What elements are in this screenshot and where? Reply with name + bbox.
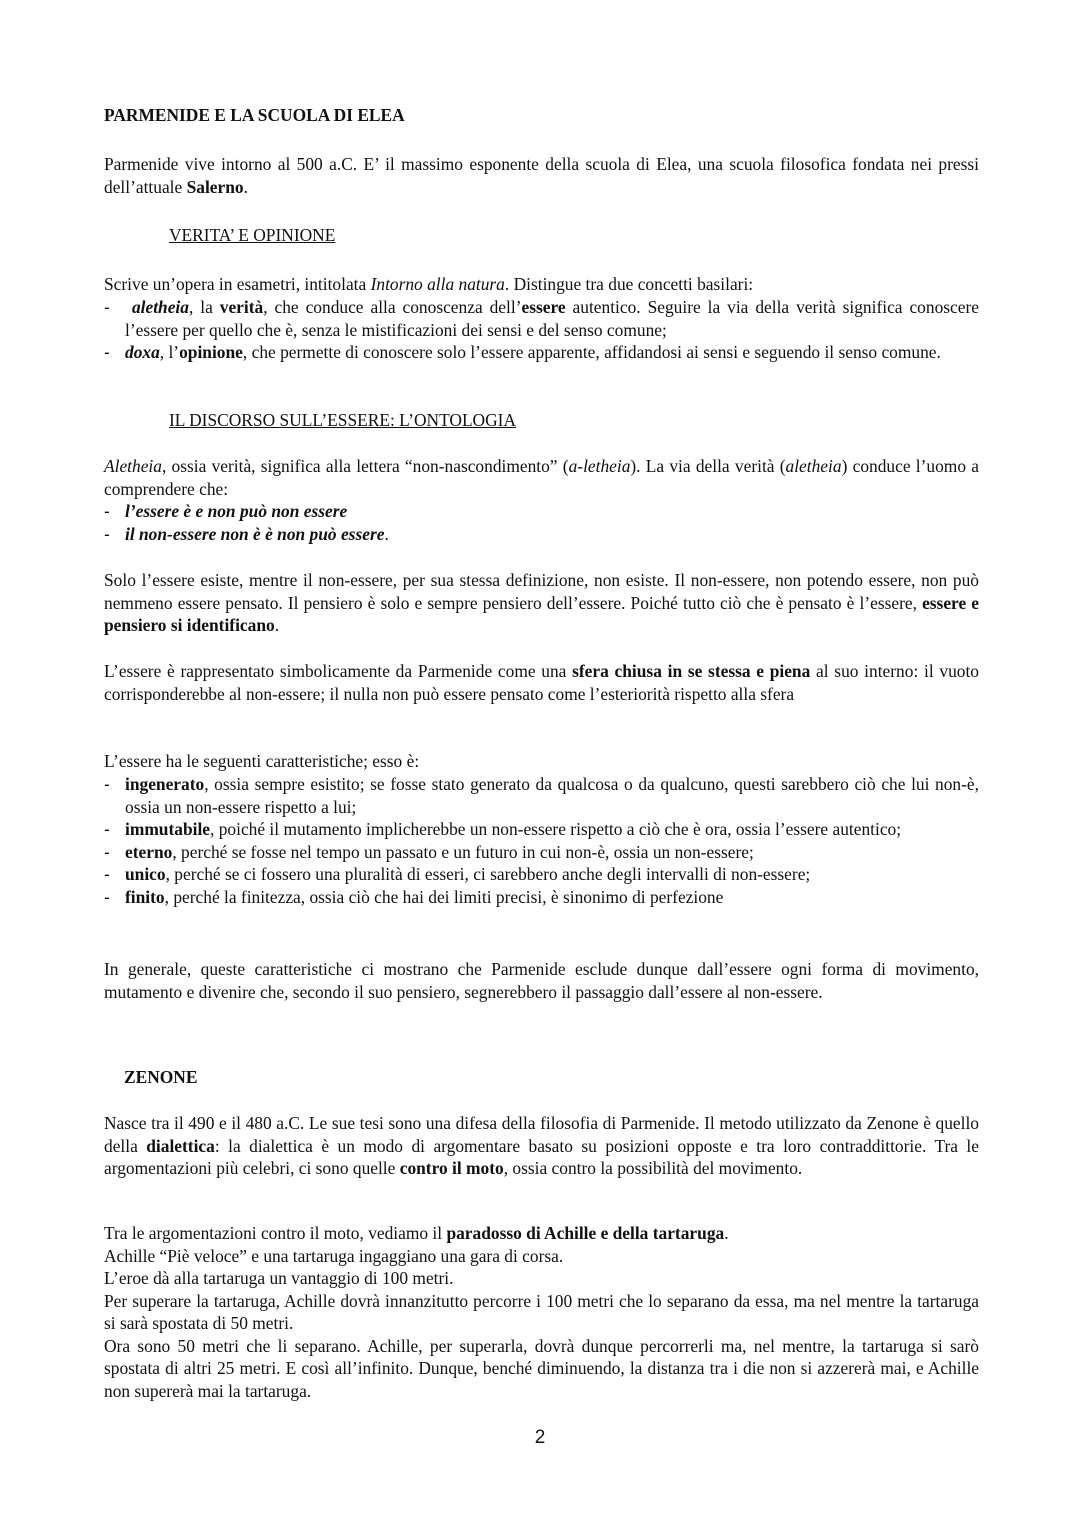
- achille-line-3: Per superare la tartaruga, Achille dovrà innanzitutto percorre i 100 metri che lo separano da essa, ma nel mentre la tartaruga si sarà spostata di 50 metri.: [104, 1290, 979, 1333]
- generale-paragraph: In generale, queste caratteristiche ci mostrano che Parmenide esclude dunque dall’essere ogni forma di movimento, mutamento e divenire che, secondo il suo pensiero, segnerebbero il passaggio dall’essere al non-essere.: [104, 959, 979, 1002]
- list-item-principle-2: - il non-essere non è è non può essere.: [104, 523, 979, 546]
- parmenide-intro: Parmenide vive intorno al 500 a.C. E’ il massimo esponente della scuola di Elea, una scuola filosofica fondata nei pressi dell’attuale Salerno.: [104, 154, 979, 197]
- solo-paragraph: Solo l’essere esiste, mentre il non-essere, per sua stessa definizione, non esiste. Il non-essere, non potendo essere, non può nemmeno essere pensato. Il pensiero è solo e sempre pensiero dell’essere. Poiché tutto ciò che è pensato è l’essere, essere e pensiero si identificano.: [104, 570, 979, 635]
- list-item-eterno: - eterno, perché se fosse nel tempo un passato e un futuro in cui non-è, ossia un non-essere;: [104, 841, 979, 864]
- achille-paragraph: [104, 1222, 979, 1402]
- paradosso-line: Tra le argomentazioni contro il moto, vediamo il paradosso di Achille e della tartaruga.: [104, 1223, 729, 1243]
- list-item-finito: - finito, perché la finitezza, ossia ciò che hai dei limiti precisi, è sinonimo di perfezione: [104, 886, 979, 909]
- list-item-principle-1: - l’essere è e non può non essere: [104, 500, 979, 523]
- characteristics-list: [104, 773, 979, 908]
- achille-line-4: Ora sono 50 metri che li separano. Achille, per superarla, dovrà dunque percorrerli ma, nel mentre, la tartaruga si sarò spostata di altri 25 metri. E così all’infinito. Dunque, benché diminuendo, la distanza tra i die non si azzererà mai, e Achille non supererà mai la tartaruga.: [104, 1335, 979, 1401]
- heading-ontologia: IL DISCORSO SULL’ESSERE: L’ONTOLOGIA: [169, 410, 517, 430]
- list-item-immutabile: - immutabile, poiché il mutamento implicherebbe un non-essere rispetto a ciò che è ora, ossia l’essere autentico;: [104, 818, 979, 841]
- concepts-list: [104, 296, 979, 364]
- principles-list: [104, 500, 979, 545]
- section-title-parmenide: PARMENIDE E LA SCUOLA DI ELEA: [104, 105, 405, 125]
- list-item-aletheia: - aletheia, la verità, che conduce alla conoscenza dell’essere autentico. Seguire la via della verità significa conoscere l’essere per quello che è, senza le mistificazioni dei sensi e del senso comune;: [104, 296, 979, 341]
- page-number: 2: [534, 1427, 546, 1448]
- achille-line-2: L’eroe dà alla tartaruga un vantaggio di 100 metri.: [104, 1268, 454, 1288]
- list-item-doxa: - doxa, l’opinione, che permette di conoscere solo l’essere apparente, affidandosi ai sensi e seguendo il senso comune.: [104, 341, 979, 364]
- list-item-unico: - unico, perché se ci fossero una pluralità di esseri, ci sarebbero anche degli intervalli di non-essere;: [104, 863, 979, 886]
- list-item-ingenerato: - ingenerato, ossia sempre esistito; se fosse stato generato da qualcosa o da qualcuno, questi sarebbero ciò che lui non-è, ossia un non-essere rispetto a lui;: [104, 773, 979, 818]
- heading-verita-opinione: VERITA’ E OPINIONE: [169, 225, 336, 245]
- sfera-paragraph: L’essere è rappresentato simbolicamente da Parmenide come una sfera chiusa in se stessa e piena al suo interno: il vuoto corrisponderebbe al non-essere; il nulla non può essere pensato come l’esteriorità rispetto alla sfera: [104, 661, 979, 704]
- achille-line-1: Achille “Piè veloce” e una tartaruga ingaggiano una gara di corsa.: [104, 1245, 564, 1266]
- zenone-intro: Nasce tra il 490 e il 480 a.C. Le sue tesi sono una difesa della filosofia di Parmenide. Il metodo utilizzato da Zenone è quello della dialettica: la dialettica è un modo di argomentare basato su posizioni opposte e tra loro contraddittorie. Tra le argomentazioni più celebri, ci sono quelle contro il moto, ossia contro la possibilità del movimento.: [104, 1113, 979, 1178]
- aletheia-paragraph: Aletheia, ossia verità, significa alla lettera “non-nascondimento” (a-letheia). La via della verità (aletheia) conduce l’uomo a comprendere che:: [104, 456, 979, 499]
- opera-paragraph: Scrive un’opera in esametri, intitolata Intorno alla natura. Distingue tra due concetti basilari:: [104, 274, 754, 294]
- section-title-zenone: ZENONE: [124, 1067, 198, 1087]
- characteristics-intro: L’essere ha le seguenti caratteristiche; esso è:: [104, 751, 420, 771]
